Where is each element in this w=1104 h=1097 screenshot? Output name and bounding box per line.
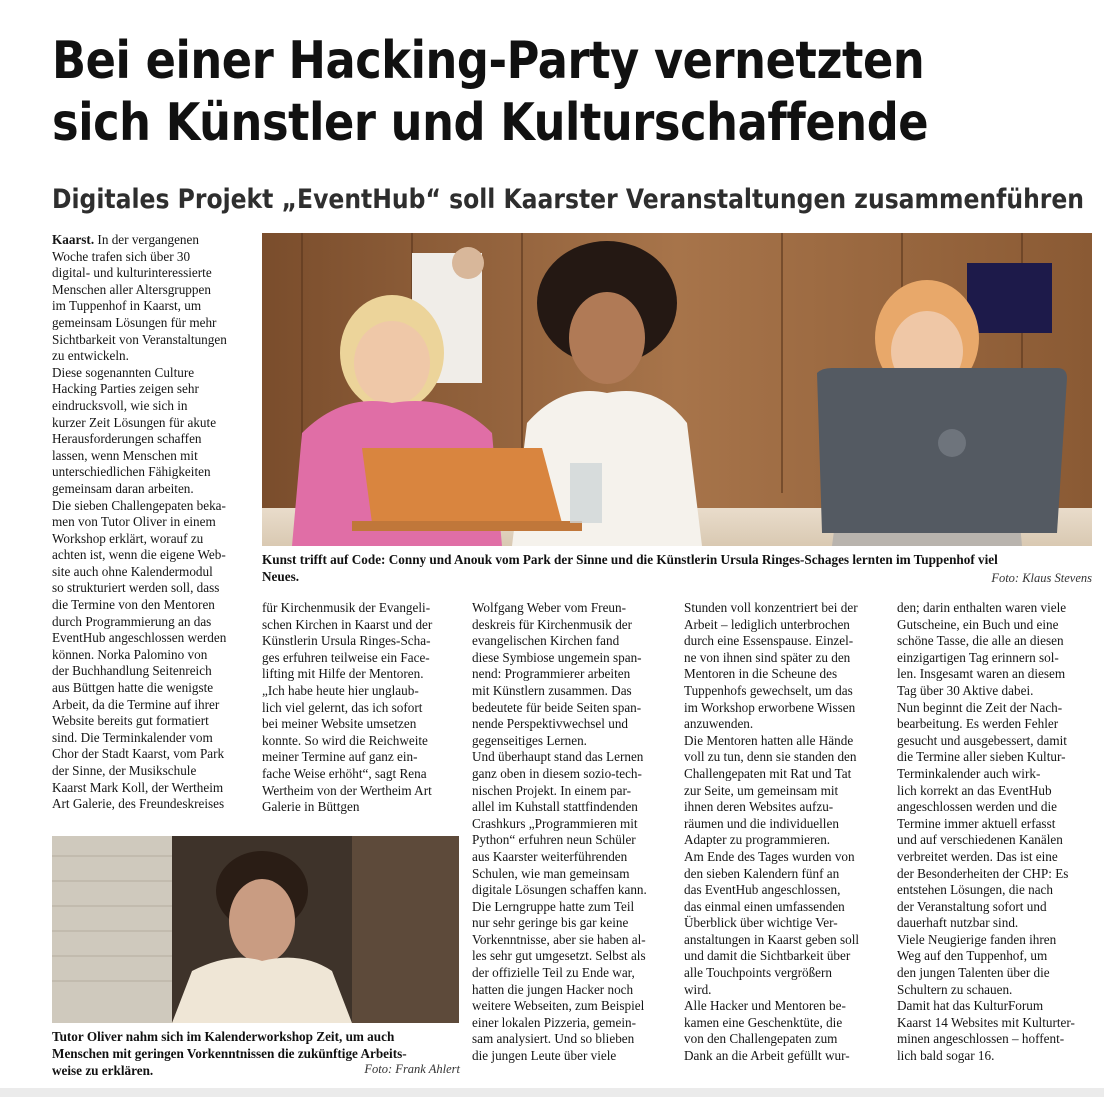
main-photo-credit: Foto: Klaus Stevens xyxy=(991,571,1092,585)
headline-line-1: Bei einer Hacking-Party vernetzten xyxy=(52,31,925,91)
main-photo xyxy=(262,233,1092,546)
article-column-4: Stunden voll konzentriert bei der Arbeit – lediglich unterbrochen durch eine Essenspause. Einzel- ne von ihnen sind später zu den Mentoren in die Scheune des Tuppenhofs gewechselt, um das im Workshop erworbene Wissen anzuwenden. Die Mentoren hatten alle Hände voll zu tun, denn sie standen den Challengepaten mit Rat und Tat zur Seite, um gemeinsam mit ihnen deren Websites aufzu- räumen und die individuellen Adapter zu programmieren. Am Ende des Tages wurden von den sieben Kalendern fünf an das EventHub angeschlossen, das einmal einen umfassenden Überblick über wichtige Ver- anstaltungen in Kaarst geben soll und damit die Sichtbarkeit über alle Touchpoints vergrößern wird. Alle Hacker und Mentoren be- kamen eine Geschenktüte, die von den Challengepaten zum Dank an die Arbeit gefüllt wur- xyxy=(684,600,860,1064)
tutor-photo xyxy=(52,836,459,1023)
article-column-3: Wolfgang Weber vom Freun- deskreis für Kirchenmusik der evangelischen Kirchen fand diese Symbiose ungemein span- nend: Programmierer arbeiten mit Künstlern zusammen. Das bedeutete für beide Seiten span- nende Perspektivwechsel und gegenseitiges Lernen. Und überhaupt stand das Lernen ganz oben in diesem sozio-tech- nischen Projekt. In einem par- allel im Kuhstall stattfindenden Crashkurs „Programmieren mit Python“ erfuhren neun Schüler aus Kaarster weiterführenden Schulen, wie man gemeinsam digitale Lösungen schaffen kann. Die Lerngruppe hatte zum Teil nur sehr geringe bis gar keine Vorkenntnisse, aber sie haben al- les sehr gut umgesetzt. Selbst als der offizielle Teil zu Ende war, hatten die jungen Hacker noch weitere Webseiten, zum Beispiel einer lokalen Pizzeria, gemein- sam analysiert. Und so blieben die jungen Leute über viele xyxy=(472,600,647,1064)
headline-line-2: sich Künstler und Kulturschaffende xyxy=(52,93,929,153)
dateline: Kaarst. xyxy=(52,232,95,247)
tutor-photo-image xyxy=(52,836,459,1023)
article-column-2: für Kirchenmusik der Evangeli- schen Kirchen in Kaarst und der Künstlerin Ursula Ringes-Scha- ges erfuhren teilweise ein Face- lifting mit Hilfe der Mentoren. „Ich habe heute hier unglaub- lich viel gelernt, das ich sofort bei meiner Website umsetzen konnte. So wird die Reichweite meiner Termine auf ganz ein- fache Weise erhöht“, sagt Rena Wertheim von der Wertheim Art Galerie in Büttgen xyxy=(262,600,433,815)
tutor-photo-caption: Tutor Oliver nahm sich im Kalenderworkshop Zeit, um auch Menschen mit geringen Vorkenntnissen die zukünftige Arbeits- weise zu erklären. xyxy=(52,1029,407,1078)
main-photo-caption: Kunst trifft auf Code: Conny und Anouk vom Park der Sinne und die Künstlerin Ursula Ringes-Schages lernten im Tuppenhof viel Neues. xyxy=(262,552,998,584)
article-column-1-text: In der vergangenen Woche trafen sich über 30 digital- und kulturinteressierte Menschen aller Altersgruppen im Tuppenhof in Kaarst, um gemeinsam Lösungen für mehr Sichtbarkeit von Veranstaltungen zu entwickeln. Diese sogenannten Culture Hacking Parties zeigen sehr eindrucksvoll, wie sich in kurzer Zeit Lösungen für akute Herausforderungen schaffen lassen, wenn Menschen mit unterschiedlichen Fähigkeiten gemeinsam daran arbeiten. Die sieben Challengepaten beka- men von Tutor Oliver in einem Workshop erklärt, worauf zu achten ist, wenn die eigene Web- site auch ohne Kalendermodul so strukturiert werden soll, dass die Termine von den Mentoren durch Programmierung an das EventHub angeschlossen werden können. Norka Palomino von der Buchhandlung Seitenreich aus Büttgen hatte die wenigste Arbeit, da die Termine auf ihrer Website bereits gut formatiert sind. Die Terminkalender vom Chor der Stadt Kaarst, vom Park der Sinne, der Musikschule Kaarst Mark Koll, der Wertheim Art Galerie, des Freundeskreises xyxy=(52,232,227,812)
tutor-photo-credit: Foto: Frank Ahlert xyxy=(364,1062,460,1076)
subheadline: Digitales Projekt „EventHub“ soll Kaarster Veranstaltungen zusammenführen xyxy=(52,184,1085,215)
article-column-1 xyxy=(52,232,252,813)
headline xyxy=(52,30,946,154)
bottom-strip xyxy=(0,1088,1104,1097)
article-column-5: den; darin enthalten waren viele Gutscheine, ein Buch und eine schöne Tasse, die alle an diesen einzigartigen Tag erinnern sol- len. Insgesamt waren an diesem Tag über 30 Aktive dabei. Nun beginnt die Zeit der Nach- bearbeitung. Es werden Fehler gesucht und ausgebessert, damit die Termine aller sieben Kultur- Terminkalender auch wirk- lich korrekt an das EventHub angeschlossen werden und die Termine immer aktuell erfasst und auf verschiedenen Kanälen verbreitet werden. Das ist eine der Besonderheiten der CHP: Es entstehen Lösungen, die nach der Veranstaltung sofort und dauerhaft nutzbar sind. Viele Neugierige fanden ihren Weg auf den Tuppenhof, um den jungen Talenten über die Schultern zu schauen. Damit hat das KulturForum Kaarst 14 Websites mit Kulturter- minen angeschlossen – hoffent- lich bald sogar 16. xyxy=(897,600,1075,1064)
main-photo-image xyxy=(262,233,1092,546)
